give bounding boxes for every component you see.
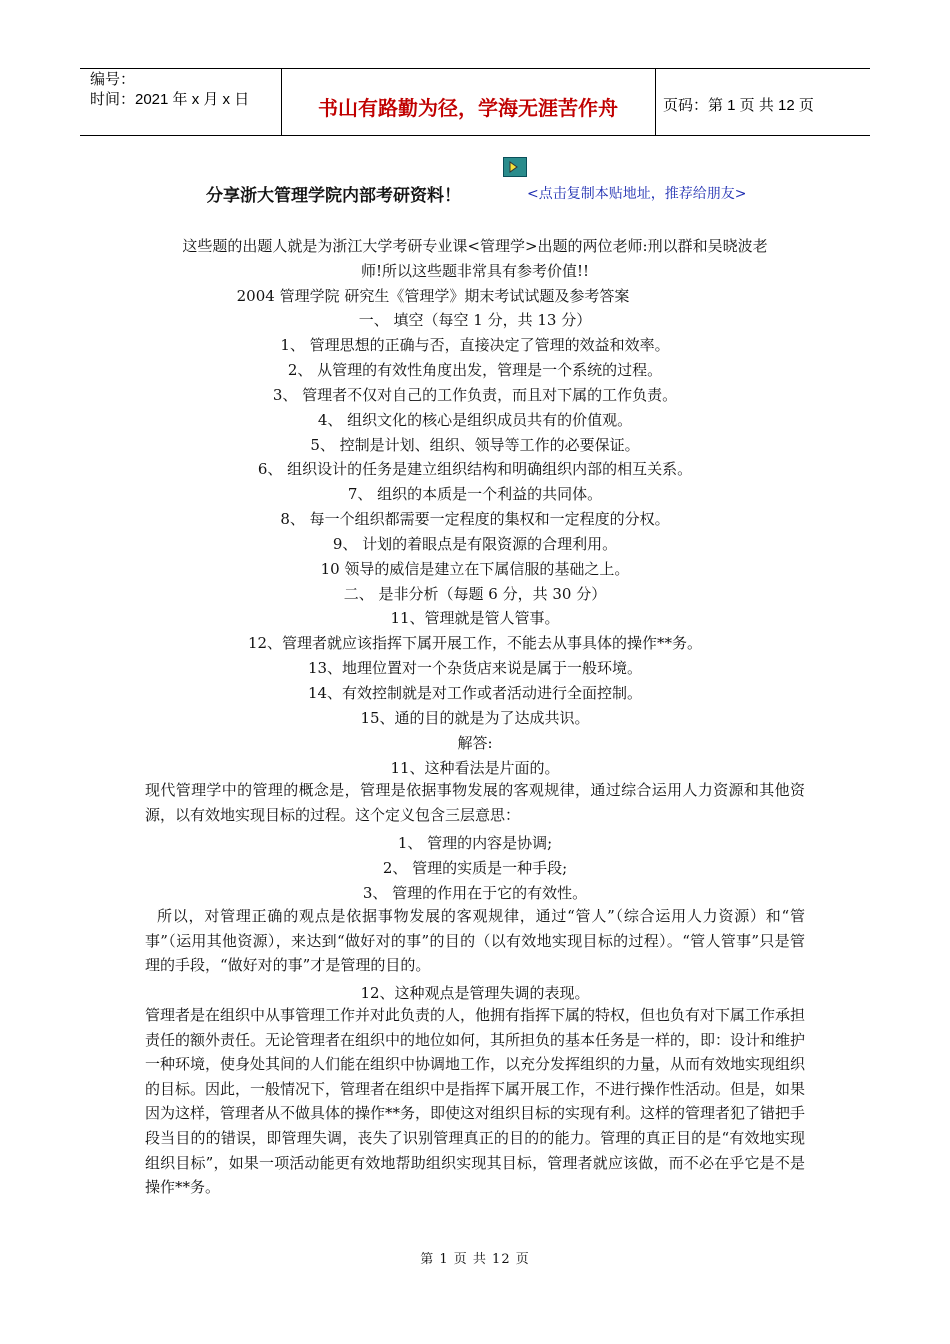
header-page-label: 页码：第 1 页 共 12 页	[663, 97, 814, 114]
answer-11-definition: 现代管理学中的管理的概念是，管理是依据事物发展的客观规律，通过综合运用人力资源和其他资源，以有效地实现目标的过程。这个定义包含三层意思：	[145, 781, 805, 824]
header-motto: 书山有路勤为径，学海无涯苦作舟	[318, 98, 618, 120]
page-title: 分享浙大管理学院内部考研资料！	[206, 186, 461, 205]
answer-11-point: 3、 管理的作用在于它的有效性。	[362, 884, 588, 902]
intro-line-1: 这些题的出题人就是为浙江大学考研专业课<管理学>出题的两位老师:刑以群和吴晓波老	[182, 237, 768, 255]
answer-11-conclusion: 所以，对管理正确的观点是依据事物发展的客观规律，通过“管人”（综合运用人力资源）和“管事”（运用其他资源），来达到“做好对的事”的目的（以有效地实现目标的过程）。“管人管事”只是管理的手段，“做好对的事”才是管理的目的。	[145, 907, 805, 975]
section-fill-heading: 一、 填空（每空 1 分，共 13 分）	[358, 311, 592, 329]
tf-item: 15、通的目的就是为了达成共识。	[360, 709, 590, 727]
fill-item: 2、 从管理的有效性角度出发，管理是一个系统的过程。	[287, 361, 663, 379]
section-tf-heading: 二、 是非分析（每题 6 分，共 30 分）	[343, 585, 607, 603]
answer-label: 解答:	[457, 734, 493, 752]
number-label: 编号：	[90, 71, 136, 88]
header-meta	[90, 70, 249, 110]
fill-item: 4、 组织文化的核心是组织成员共有的价值观。	[317, 411, 633, 429]
tf-item: 13、地理位置对一个杂货店来说是属于一般环境。	[307, 659, 643, 677]
fill-item: 1、 管理思想的正确与否，直接决定了管理的效益和效率。	[280, 336, 670, 354]
date-label: 时间：2021 年 x 月 x 日	[90, 91, 250, 108]
answer-11-point: 1、 管理的内容是协调;	[397, 834, 553, 852]
tf-item: 11、管理就是管人管事。	[390, 609, 560, 627]
tf-item: 12、管理者就应该指挥下属开展工作，不能去从事具体的操作**务。	[247, 634, 703, 652]
fill-item: 7、 组织的本质是一个利益的共同体。	[347, 485, 603, 503]
bookmark-icon[interactable]	[503, 157, 527, 177]
answer-12-heading: 12、这种观点是管理失调的表现。	[360, 984, 590, 1002]
fill-item: 10 领导的威信是建立在下属信服的基础之上。	[320, 560, 630, 578]
bookmark-icon-glyph	[504, 158, 526, 176]
header-top-rule	[80, 68, 870, 69]
page-footer: 第 1 页 共 12 页	[420, 1252, 530, 1267]
exam-title: 2004 管理学院 研究生《管理学》期末考试试题及参考答案	[236, 287, 630, 305]
copy-link[interactable]: <点击复制本贴地址，推荐给朋友>	[527, 186, 747, 202]
answer-11-heading: 11、这种看法是片面的。	[390, 759, 560, 777]
tf-item: 14、有效控制就是对工作或者活动进行全面控制。	[307, 684, 643, 702]
fill-item: 8、 每一个组织都需要一定程度的集权和一定程度的分权。	[280, 510, 670, 528]
answer-12-body: 管理者是在组织中从事管理工作并对此负责的人，他拥有指挥下属的特权，但也负有对下属工作承担责任的额外责任。无论管理者在组织中的地位如何，其所担负的基本任务是一样的，即：设计和维护一种环境，使身处其间的人们能在组织中协调地工作，以充分发挥组织的力量，从而有效地实现组织的目标。因此，一般情况下，管理者在组织中是指挥下属开展工作，不进行操作性活动。但是，如果因为这样，管理者从不做具体的操作**务，即使这对组织目标的实现有利。这样的管理者犯了错把手段当目的的错误，即管理失调，丧失了识别管理真正的目的的能力。管理的真正目的是“有效地实现组织目标”，如果一项活动能更有效地帮助组织实现其目标，管理者就应该做，而不必在乎它是不是操作**务。	[145, 1006, 806, 1197]
header-bottom-rule	[80, 135, 870, 136]
header-divider-right	[655, 68, 656, 135]
answer-11-point: 2、 管理的实质是一种手段;	[382, 859, 568, 877]
intro-line-2: 师!所以这些题非常具有参考价值!!	[360, 262, 590, 280]
fill-item: 9、 计划的着眼点是有限资源的合理利用。	[332, 535, 618, 553]
fill-item: 5、 控制是计划、组织、领导等工作的必要保证。	[310, 436, 640, 454]
fill-item: 3、 管理者不仅对自己的工作负责，而且对下属的工作负责。	[272, 386, 678, 404]
fill-item: 6、 组织设计的任务是建立组织结构和明确组织内部的相互关系。	[257, 460, 693, 478]
